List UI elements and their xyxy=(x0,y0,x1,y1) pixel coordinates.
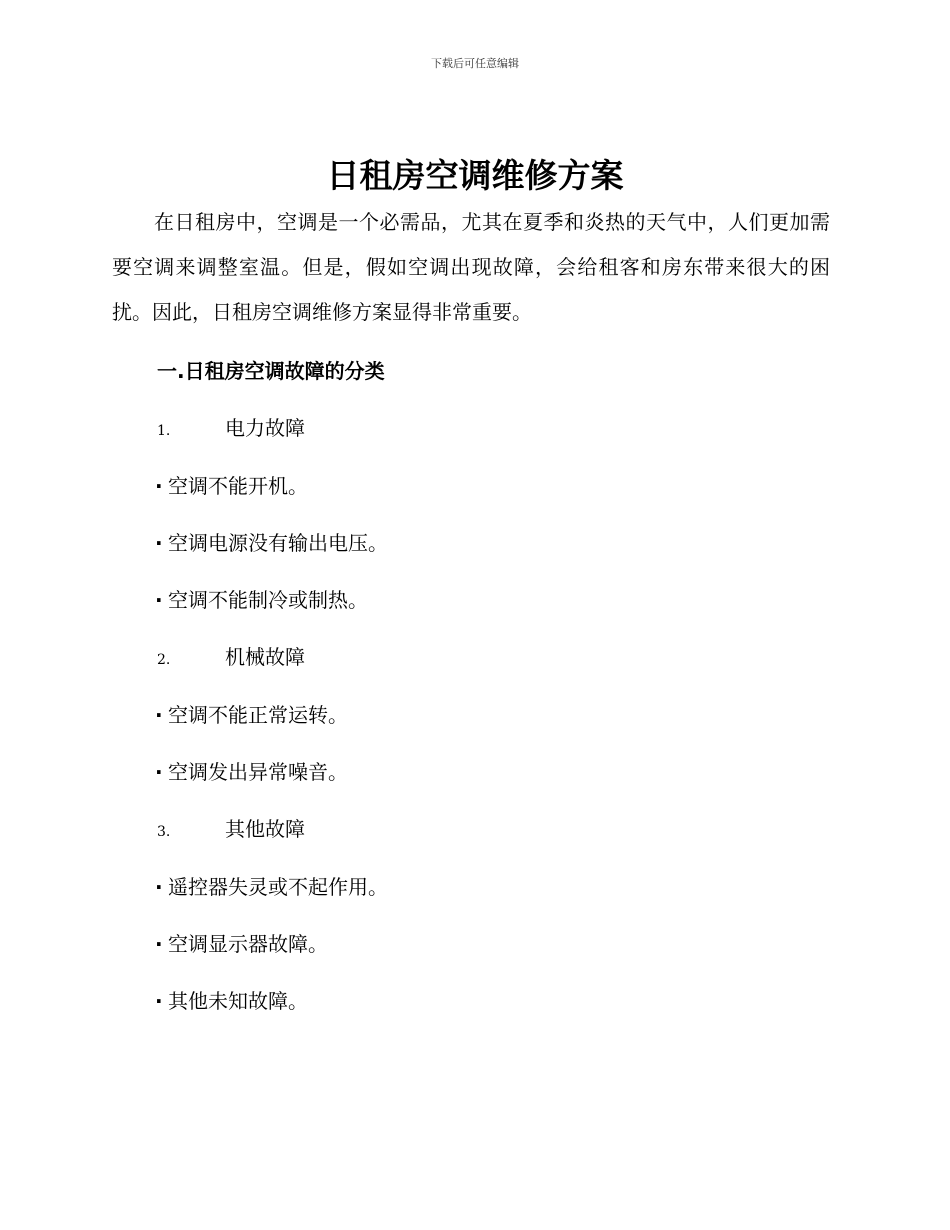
item-number: 1. xyxy=(157,423,171,439)
bullet-text: 其他未知故障。 xyxy=(168,989,308,1013)
item-number: 2. xyxy=(157,652,171,668)
numbered-item xyxy=(157,412,305,441)
bullet-icon: · xyxy=(155,588,163,612)
document-title: 日租房空调维修方案 xyxy=(326,156,624,195)
bullet-icon: · xyxy=(155,703,163,727)
bullet-text: 空调显示器故障。 xyxy=(168,932,328,956)
item-number: 3. xyxy=(157,824,171,840)
bullet-icon: · xyxy=(155,760,163,784)
bullet-item xyxy=(155,527,388,556)
numbered-item xyxy=(157,813,305,842)
bullet-text: 空调不能开机。 xyxy=(168,474,308,498)
bullet-icon: · xyxy=(155,531,163,555)
bullet-text: 空调发出异常噪音。 xyxy=(168,760,348,784)
intro-paragraph: 在日租房中，空调是一个必需品，尤其在夏季和炎热的天气中，人们更加需要空调来调整室温。但是，假如空调出现故障，会给租客和房东带来很大的困扰。因此，日租房空调维修方案显得非常重要。 xyxy=(112,210,830,324)
bullet-icon: · xyxy=(155,474,163,498)
item-label: 机械故障 xyxy=(225,645,305,669)
bullet-icon: · xyxy=(155,875,163,899)
bullet-item xyxy=(155,756,348,785)
bullet-icon: · xyxy=(155,989,163,1013)
numbered-item xyxy=(157,641,305,670)
bullet-text: 空调电源没有输出电压。 xyxy=(168,531,388,555)
bullet-item xyxy=(155,985,308,1014)
bullet-text: 空调不能正常运转。 xyxy=(168,703,348,727)
bullet-item xyxy=(155,584,368,613)
bullet-item xyxy=(155,928,328,957)
bullet-text: 遥控器失灵或不起作用。 xyxy=(168,875,388,899)
section-heading: 一.日租房空调故障的分类 xyxy=(157,359,385,383)
bullet-item xyxy=(155,699,348,728)
bullet-item xyxy=(155,470,308,499)
bullet-icon: · xyxy=(155,932,163,956)
page-header-note: 下载后可任意编辑 xyxy=(431,57,519,70)
item-label: 其他故障 xyxy=(225,817,305,841)
bullet-text: 空调不能制冷或制热。 xyxy=(168,588,368,612)
item-label: 电力故障 xyxy=(225,416,305,440)
bullet-item xyxy=(155,871,388,900)
